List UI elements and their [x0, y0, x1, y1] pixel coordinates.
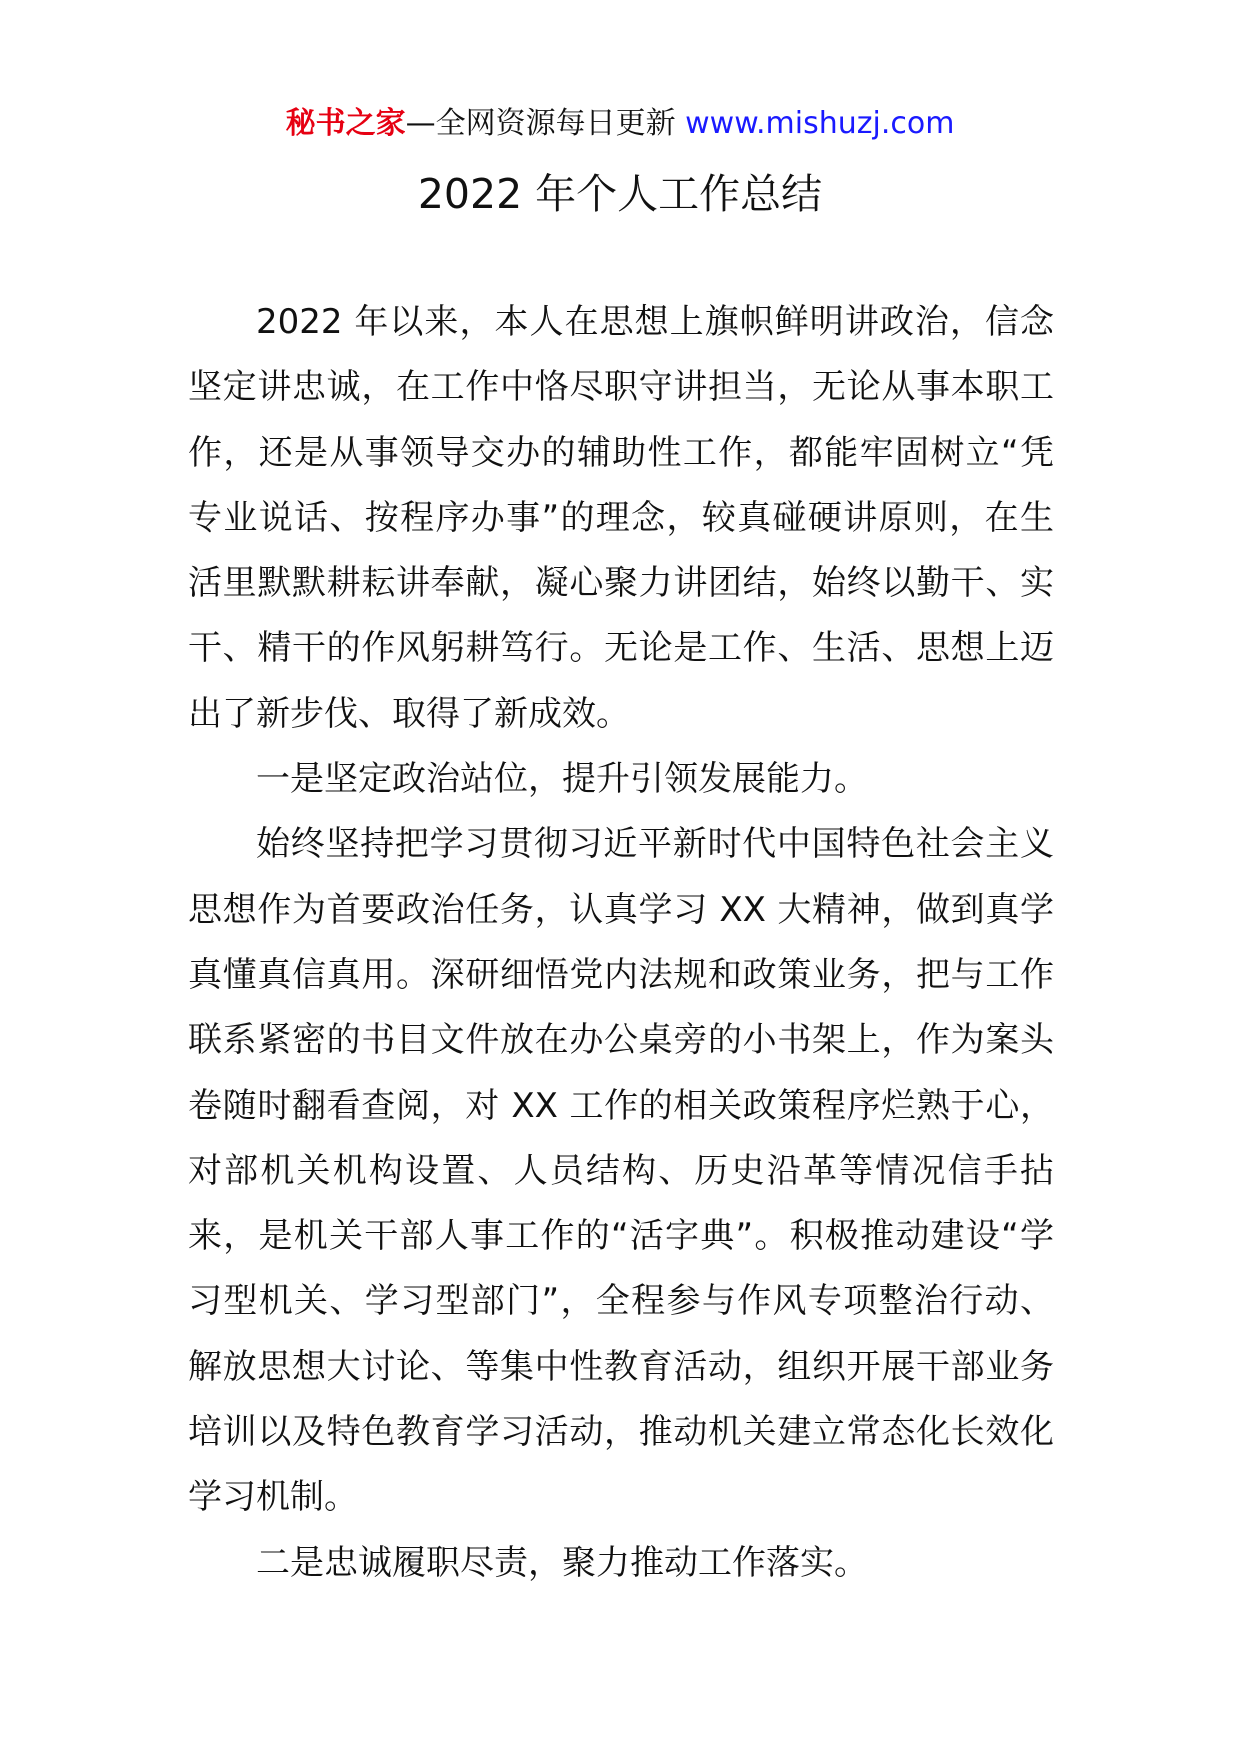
document-body	[188, 290, 1054, 1596]
banner-tagline: —全网资源每日更新	[405, 106, 686, 141]
section-paragraph-1: 始终坚持把学习贯彻习近平新时代中国特色社会主义思想作为首要政治任务，认真学习 XX 大精神，做到真学真懂真信真用。深研细悟党内法规和政策业务，把与工作联系紧密的书目文件放在办公桌旁的小书架上，作为案头卷随时翻看查阅，对 XX 工作的相关政策程序烂熟于心，对部机关机构设置、人员结构、历史沿革等情况信手拈来，是机关干部人事工作的“活字典”。积极推动建设“学习型机关、学习型部门”，全程参与作风专项整治行动、解放思想大讨论、等集中性教育活动，组织开展干部业务培训以及特色教育学习活动，推动机关建立常态化长效化学习机制。	[188, 824, 1054, 1518]
site-url-link[interactable]: www.mishuzj.com	[685, 106, 955, 141]
brand-name: 秘书之家	[285, 106, 406, 141]
intro-paragraph: 2022 年以来，本人在思想上旗帜鲜明讲政治，信念坚定讲忠诚，在工作中恪尽职守讲担当，无论从事本职工作，还是从事领导交办的辅助性工作，都能牢固树立“凭专业说话、按程序办事”的理念，较真碰硬讲原则，在生活里默默耕耘讲奉献，凝心聚力讲团结，始终以勤干、实干、精干的作风躬耕笃行。无论是工作、生活、思想上迈出了新步伐、取得了新成效。	[188, 302, 1054, 734]
document-title: 2022 年个人工作总结	[417, 170, 823, 218]
section-heading-1: 一是坚定政治站位，提升引领发展能力。	[256, 759, 868, 800]
site-banner	[0, 100, 1240, 148]
section-heading-2: 二是忠诚履职尽责，聚力推动工作落实。	[256, 1542, 868, 1583]
